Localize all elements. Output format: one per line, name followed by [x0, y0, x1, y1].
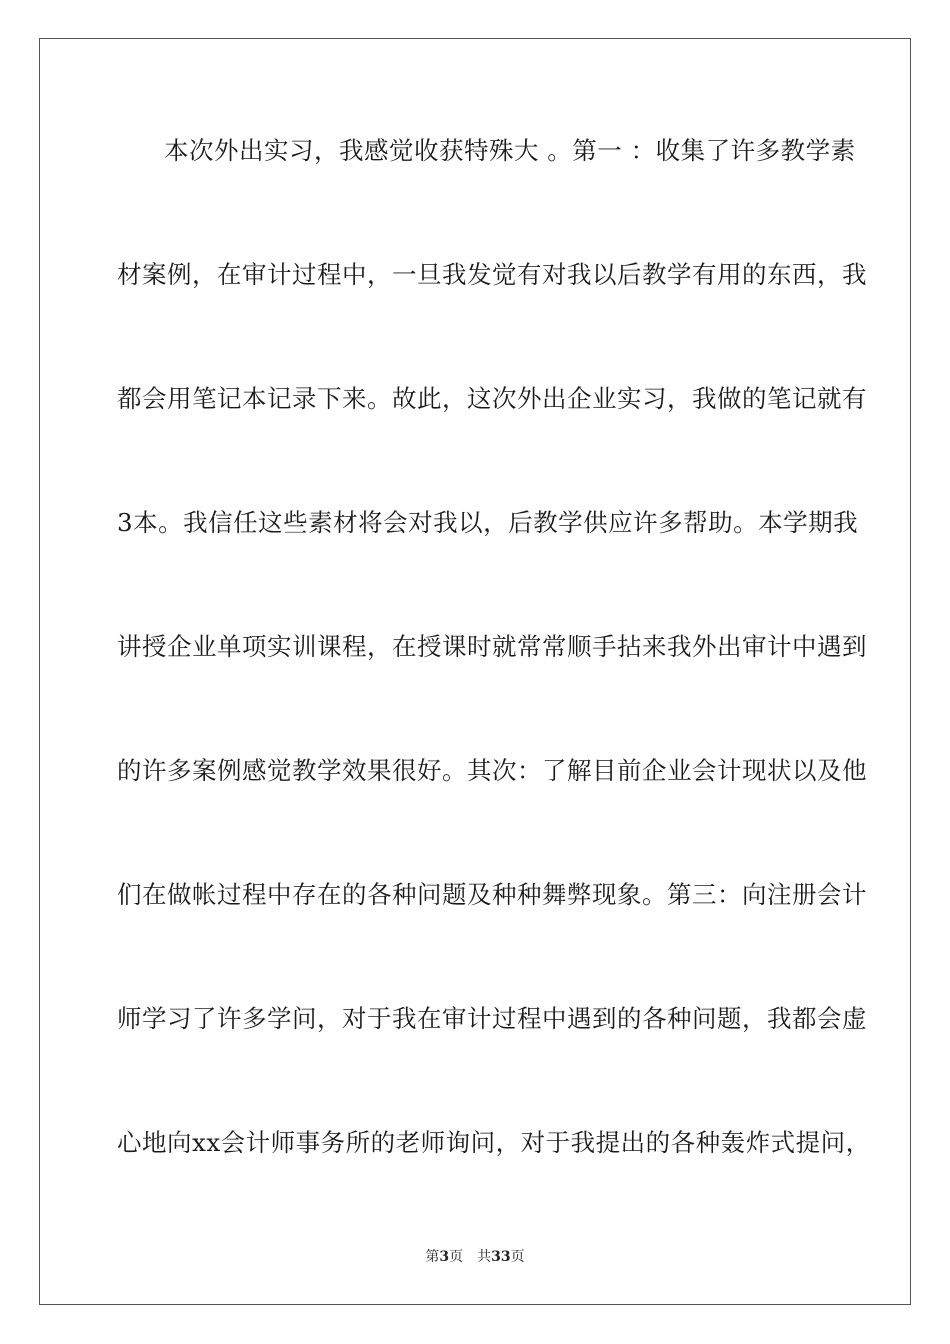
paragraph-line: 材案例，在审计过程中，一旦我发觉有对我以后教学有用的东西，我	[117, 260, 867, 289]
paragraph-line: 本次外出实习，我感觉收获特殊大 。第一 ：收集了许多教学素	[164, 136, 856, 165]
paragraph-line: 3本。我信任这些素材将会对我以，后教学供应许多帮助。本学期我	[117, 508, 859, 537]
page-prefix: 第	[425, 1249, 440, 1265]
total-prefix: 共	[477, 1249, 492, 1265]
paragraph-line: 们在做帐过程中存在的各种问题及种种舞弊现象。第三：向注册会计	[117, 880, 867, 909]
paragraph-line: 心地向xx会计师事务所的老师询问，对于我提出的各种轰炸式提问，	[117, 1128, 871, 1157]
total-suffix: 页	[510, 1249, 525, 1265]
paragraph-line: 师学习了许多学问，对于我在审计过程中遇到的各种问题，我都会虚	[117, 1004, 867, 1033]
current-page-number: 3	[439, 1249, 450, 1265]
total-pages-number: 33	[491, 1249, 511, 1265]
paragraph-line: 都会用笔记本记录下来。故此，这次外出企业实习，我做的笔记就有	[117, 384, 867, 413]
page-border	[39, 38, 911, 1305]
paragraph-line: 讲授企业单项实训课程，在授课时就常常顺手拈来我外出审计中遇到	[117, 632, 867, 661]
page-suffix: 页	[449, 1249, 464, 1265]
paragraph-line: 的许多案例感觉教学效果很好。其次：了解目前企业会计现状以及他	[117, 756, 867, 785]
page-footer	[0, 1248, 950, 1266]
